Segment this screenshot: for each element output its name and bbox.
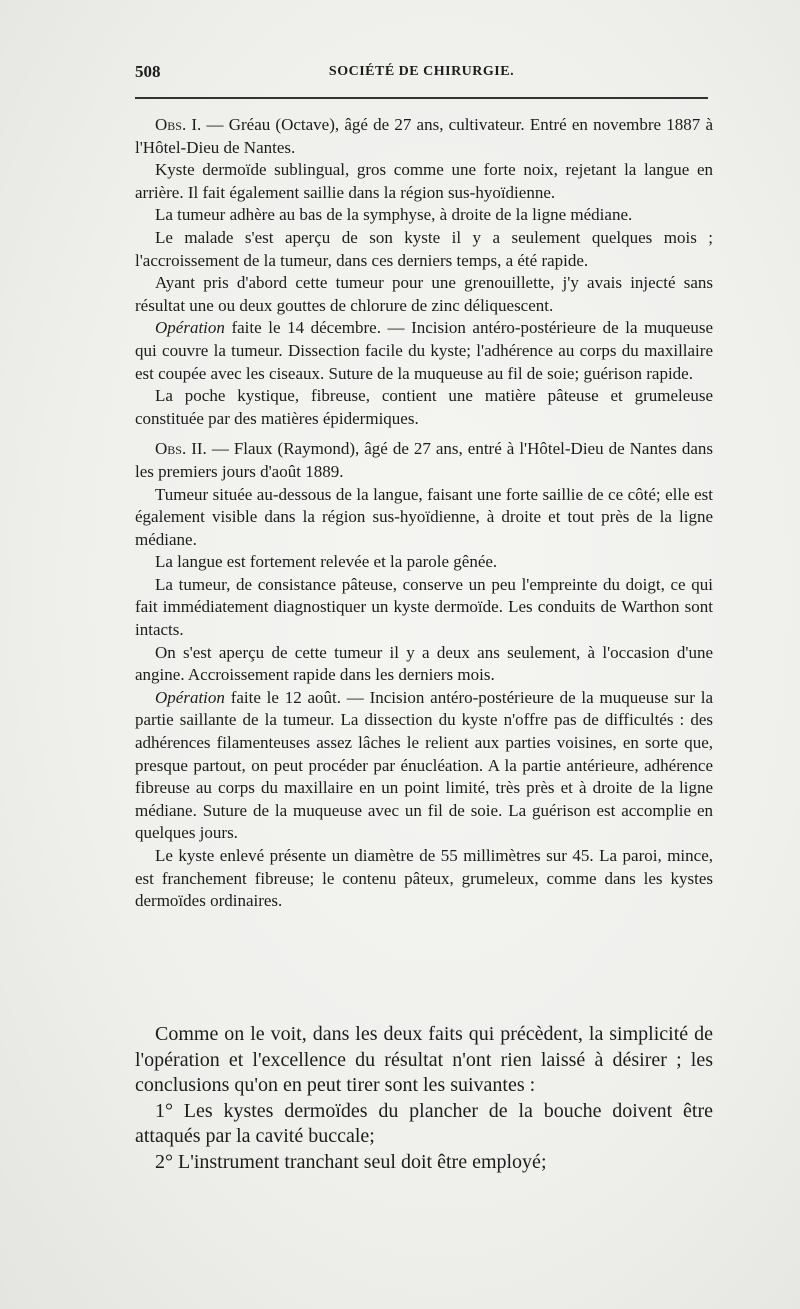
- obs2-operation-label: Opération: [155, 687, 225, 707]
- observations: [135, 114, 713, 913]
- obs1-paragraph: Le malade s'est aperçu de son kyste il y a seulement quelques mois ; l'accroissement de la tumeur, dans ces derniers temps, a été rapide.: [135, 227, 713, 270]
- obs1-paragraph: La poche kystique, fibreuse, contient une matière pâteuse et grumeleuse constituée par des matières épidermiques.: [135, 386, 713, 428]
- obs2-paragraph: On s'est aperçu de cette tumeur il y a deux ans seulement, à l'occasion d'une angine. Accroissement rapide dans les derniers mois.: [135, 642, 713, 685]
- conclusion-point-2: 2° L'instrument tranchant seul doit être employé;: [155, 1150, 547, 1173]
- obs2-operation: Opération faite le 12 août. — Incision antéro-postérieure de la muqueuse sur la partie saillante de la tumeur. La dissection du kyste n'offre pas de difficultés : des adhérences filamenteuses assez lâches le relient aux parties voisines, en sorte que, presque partout, on peut procéder par énucléation. A la partie antérieure, adhérence fibreuse au corps du maxillaire en un point limité, très près et à droite de la ligne médiane. Suture de la muqueuse avec un fil de soie. La guérison est accomplie en quelques jours.: [135, 687, 714, 843]
- obs2-intro: Obs. II. — Flaux (Raymond), âgé de 27 ans, entré à l'Hôtel-Dieu de Nantes dans les premiers jours d'août 1889.: [135, 439, 714, 481]
- obs2-label: Obs. II.: [155, 439, 207, 459]
- obs2-paragraph: La tumeur, de consistance pâteuse, conserve un peu l'empreinte du doigt, ce qui fait immédiatement diagnostiquer un kyste dermoïde. Les conduits de Warthon sont intacts.: [135, 574, 713, 640]
- obs2-paragraph: La langue est fortement relevée et la parole gênée.: [155, 552, 498, 572]
- running-title: SOCIÉTÉ DE CHIRURGIE.: [328, 64, 515, 79]
- obs1-paragraph: La tumeur adhère au bas de la symphyse, à droite de la ligne médiane.: [155, 205, 633, 225]
- obs1-intro: Obs. I. — Gréau (Octave), âgé de 27 ans, cultivateur. Entré en novembre 1887 à l'Hôtel-Dieu de Nantes.: [135, 115, 713, 157]
- conclusion: [135, 1022, 713, 1175]
- obs1-label: Obs. I.: [155, 115, 202, 134]
- obs1-operation-label: Opération: [155, 318, 225, 338]
- conclusion-intro: Comme on le voit, dans les deux faits qui précèdent, la simplicité de l'opération et l'excellence du résultat n'ont rien laissé à désirer ; les conclusions qu'on en peut tirer sont les suivantes :: [135, 1023, 713, 1096]
- obs2-paragraph: Tumeur située au-dessous de la langue, faisant une forte saillie de ce côté; elle est également visible dans la région sus-hyoïdienne, à droite et tout près de la ligne médiane.: [135, 484, 713, 549]
- obs1-paragraph: Ayant pris d'abord cette tumeur pour une grenouillette, j'y avais injecté sans résultat une ou deux gouttes de chlorure de zinc déliquescent.: [135, 273, 713, 315]
- page-number: 508: [135, 62, 161, 81]
- page-header: [135, 62, 708, 86]
- obs1-operation: Opération faite le 14 décembre. — Incision antéro-postérieure de la muqueuse qui couvre la tumeur. Dissection facile du kyste; l'adhérence au corps du maxillaire est coupée avec les ciseaux. Suture de la muqueuse au fil de soie; guérison rapide.: [135, 318, 714, 383]
- conclusion-point-1: 1° Les kystes dermoïdes du plancher de la bouche doivent être attaqués par la cavité buccale;: [135, 1099, 713, 1147]
- header-rule: [135, 97, 708, 99]
- obs2-paragraph: Le kyste enlevé présente un diamètre de 55 millimètres sur 45. La paroi, mince, est franchement fibreuse; le contenu pâteux, grumeleux, comme dans les kystes dermoïdes ordinaires.: [135, 846, 713, 911]
- obs1-paragraph: Kyste dermoïde sublingual, gros comme une forte noix, rejetant la langue en arrière. Il fait également saillie dans la région sus-hyoïdienne.: [135, 160, 713, 202]
